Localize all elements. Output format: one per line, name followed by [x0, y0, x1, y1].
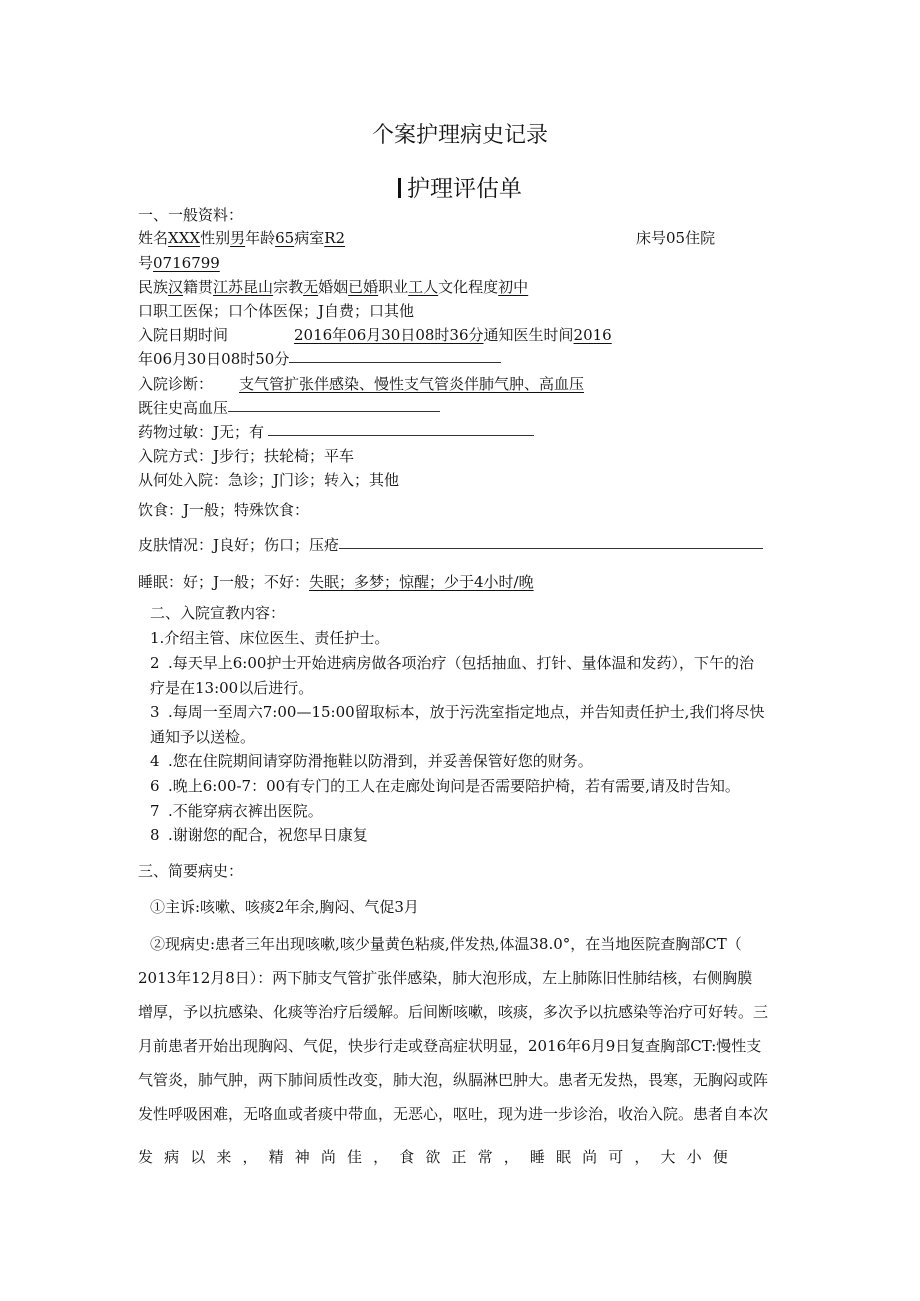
present-illness-line: 增厚，予以抗感染、化痰等治疗后缓解。后间断咳嗽，咳痰，多次予以抗感染等治疗可好转。三: [138, 1003, 769, 1021]
justified-char: ，: [373, 1148, 389, 1166]
justified-char: 尚: [582, 1148, 598, 1166]
document-title: 个案护理病史记录: [371, 123, 548, 148]
education-item: 4 .您在住院期间请穿防滑拖鞋以防滑到，并妥善保管好您的财务。: [150, 752, 593, 770]
justified-char: 大: [660, 1148, 676, 1166]
present-illness-line: 2013年12月8日）：两下肺支气管扩张伴感染，肺大泡形成，左上肺陈旧性肺结核，右侧胸膜: [138, 969, 753, 987]
present-illness-last-line: [138, 1146, 728, 1167]
hospital-no-label: 住院: [685, 229, 716, 247]
skin-text: 皮肤情况：J良好；伤口；压疮: [138, 536, 340, 554]
justified-char: 欲: [425, 1148, 441, 1166]
section-general-heading: 一、一般资料：: [138, 206, 244, 224]
justified-char: 食: [399, 1148, 415, 1166]
notify-time-value-a: 2016: [573, 326, 612, 344]
job-value: 工人: [408, 278, 439, 296]
education-item: 3 .每周一至周六7:00—15:00留取标本，放于污洗室指定地点，并告知责任护士,我们将尽快: [150, 703, 765, 721]
sleep-line: [138, 572, 534, 592]
admit-time-label: 入院日期时间: [138, 326, 229, 344]
present-illness-line: 发性呼吸困难，无咯血或者痰中带血，无恶心，呕吐，现为进一步诊治，收治入院。患者自本次: [138, 1105, 769, 1123]
justified-char: 可: [608, 1148, 624, 1166]
present-illness-line: ②现病史:患者三年出现咳嗽,咳少量黄色粘痰,伴发热,体温38.0°，在当地医院查胸部CT（: [150, 935, 742, 953]
education-item-continued: 疗是在13:00以后进行。: [150, 679, 314, 697]
skin-blank: [339, 536, 763, 549]
justified-char: ，: [634, 1148, 650, 1166]
admit-way-line: 入院方式：J步行；扶轮椅；平车: [138, 447, 355, 465]
justified-char: ，: [242, 1148, 258, 1166]
diet-line: 饮食：J一般；特殊饮食：: [138, 501, 310, 519]
justified-char: 小: [686, 1148, 702, 1166]
justified-char: 睡: [529, 1148, 545, 1166]
chief-complaint: ①主诉:咳嗽、咳痰2年余,胸闷、气促3月: [150, 898, 419, 916]
name-label: 姓名: [138, 229, 169, 247]
justified-char: 佳: [347, 1148, 363, 1166]
ward-value: R2: [324, 229, 346, 247]
present-illness-line: 气管炎，肺气肿，两下肺间质性改变，肺大泡，纵膈淋巴肿大。患者无发热，畏寒，无胸闷或阵: [138, 1071, 769, 1089]
ethnic-value: 汉: [168, 278, 184, 296]
history-line: [138, 398, 440, 418]
present-illness-line: 月前患者开始出现胸闷、气促，快步行走或登高症状明显，2016年6月9日复查胸部CT:慢性支: [138, 1037, 762, 1055]
education-item: 6 .晚上6:00-7：00有专门的工人在走廊处询问是否需要陪护椅，若有需要,请及时告知。: [150, 777, 740, 795]
marital-label: 婚姻: [318, 278, 349, 296]
education-item: 2 .每天早上6:00护士开始进病房做各项治疗（包括抽血、打针、量体温和发药），下午的治: [150, 654, 754, 672]
age-label: 年龄: [245, 229, 276, 247]
native-label: 籍贯: [183, 278, 214, 296]
name-value: XXX: [168, 229, 201, 247]
allergy-text: 药物过敏：J无；有: [138, 423, 265, 441]
sex-label: 性别: [200, 229, 231, 247]
section-education-heading: 二、入院宣教内容：: [150, 604, 286, 622]
admit-time-line: [294, 325, 612, 345]
sleep-issues-value: 失眠；多梦；惊醒；少于4小时/晚: [309, 573, 534, 591]
education-item-continued: 通知予以送检。: [150, 728, 256, 746]
religion-label: 宗教: [273, 278, 304, 296]
sex-value: 男: [230, 229, 246, 247]
justified-char: ，: [503, 1148, 519, 1166]
justified-char: 发: [138, 1148, 154, 1166]
diagnosis-value: 支气管扩张伴感染、慢性支气管炎伴肺气肿、高血压: [239, 375, 585, 393]
ward-label: 病室: [294, 229, 325, 247]
ethnic-label: 民族: [138, 278, 169, 296]
notify-time-value-b: 年06月30日08时50分: [138, 350, 290, 368]
religion-value: 无: [303, 278, 319, 296]
demographics-line: [138, 277, 528, 297]
justified-char: 以: [190, 1148, 206, 1166]
job-label: 职业: [378, 278, 409, 296]
justified-char: 正: [451, 1148, 467, 1166]
diagnosis-label: 入院诊断：: [138, 375, 214, 393]
admit-from-line: 从何处入院：急诊；J门诊；转入；其他: [138, 471, 400, 489]
allergy-blank: [268, 423, 534, 436]
hospital-no-line: [138, 253, 220, 273]
admit-time-value: 2016年06月30日08时36分: [294, 326, 484, 344]
history-label: 既往史: [138, 399, 184, 417]
justified-char: 尚: [320, 1148, 336, 1166]
justified-char: 病: [164, 1148, 180, 1166]
native-value: 江苏昆山: [213, 278, 274, 296]
education-item: 1.介绍主管、床位医生、责任护士。: [150, 629, 390, 647]
allergy-line: [138, 422, 534, 442]
justified-char: 眠: [556, 1148, 572, 1166]
history-blank: [228, 399, 440, 412]
notify-time-label: 通知医生时间: [483, 326, 574, 344]
education-label: 文化程度: [438, 278, 499, 296]
education-item: 7 .不能穿病衣裤出医院。: [150, 802, 323, 820]
insurance-line: 口职工医保；口个体医保；J自费；口其他: [138, 302, 415, 320]
hospital-no-label-2: 号: [138, 254, 154, 272]
notify-time-line: [138, 349, 501, 369]
sleep-text: 睡眠：好；J一般；不好：: [138, 573, 310, 591]
age-value: 65: [275, 229, 295, 247]
bed-label: 床号: [636, 229, 667, 247]
form-title-text: 护理评估单: [407, 176, 522, 202]
justified-char: 常: [477, 1148, 493, 1166]
section-history-heading: 三、简要病史：: [138, 862, 244, 880]
education-item: 8 .谢谢您的配合，祝您早日康复: [150, 826, 368, 844]
title-bar-mark: [398, 178, 401, 198]
justified-char: 便: [712, 1148, 728, 1166]
marital-value: 已婚: [348, 278, 379, 296]
diagnosis-line: [138, 374, 584, 394]
patient-info-line: [138, 228, 345, 248]
bed-info: [636, 228, 715, 248]
justified-char: 神: [294, 1148, 310, 1166]
history-value: 高血压: [183, 399, 229, 417]
bed-value: 05: [666, 229, 686, 247]
notify-blank: [289, 350, 501, 363]
form-title: [0, 170, 920, 203]
hospital-no-value: 0716799: [153, 254, 220, 272]
education-value: 初中: [498, 278, 529, 296]
justified-char: 精: [268, 1148, 284, 1166]
skin-line: [138, 535, 763, 555]
justified-char: 来: [216, 1148, 232, 1166]
